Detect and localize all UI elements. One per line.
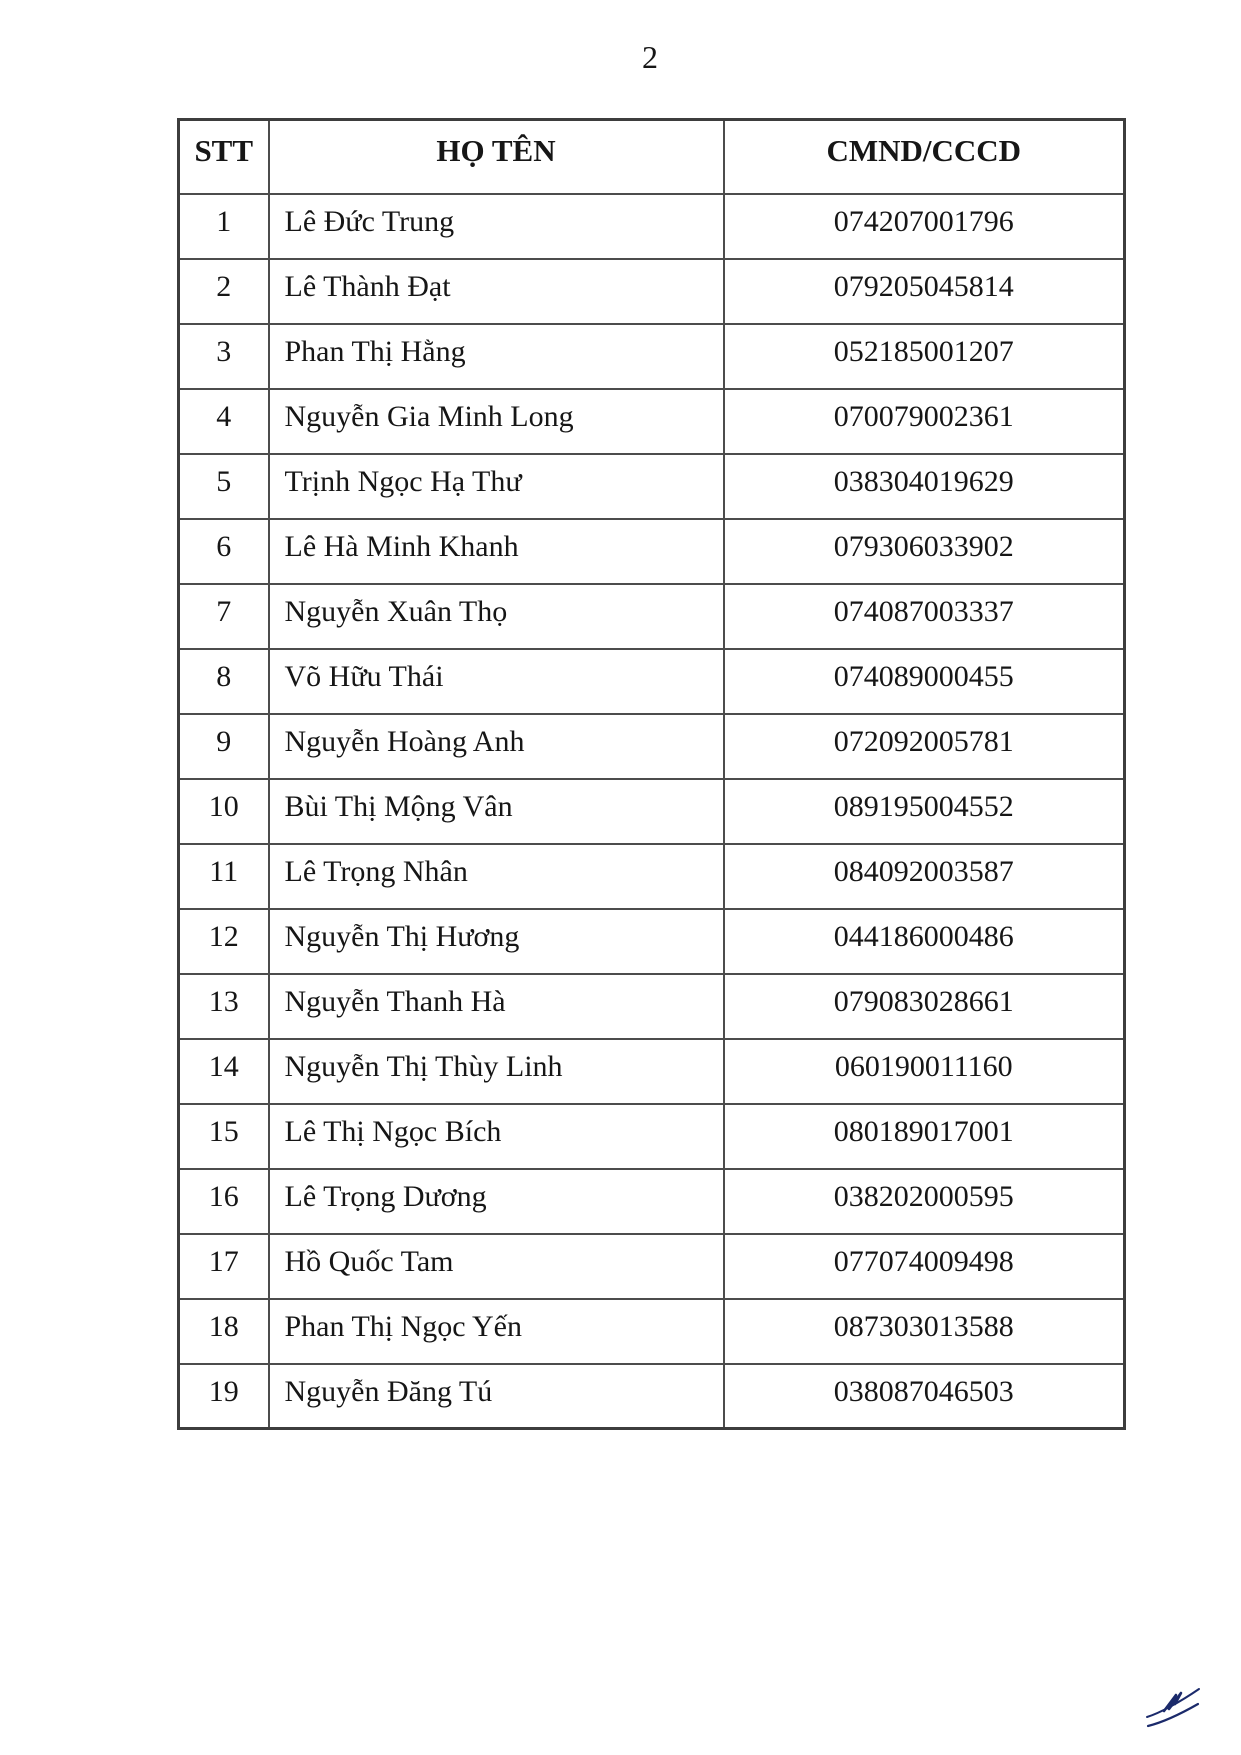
name-cell: Lê Trọng Dương bbox=[269, 1169, 724, 1234]
row-index-cell: 11 bbox=[179, 844, 269, 909]
row-index-cell: 19 bbox=[179, 1364, 269, 1429]
table-row bbox=[179, 779, 1125, 844]
name-cell: Nguyễn Gia Minh Long bbox=[269, 389, 724, 454]
name-cell: Phan Thị Hằng bbox=[269, 324, 724, 389]
row-index-cell: 17 bbox=[179, 1234, 269, 1299]
table-row bbox=[179, 649, 1125, 714]
name-cell: Lê Thị Ngọc Bích bbox=[269, 1104, 724, 1169]
table-row bbox=[179, 974, 1125, 1039]
col-header-id: CMND/CCCD bbox=[724, 120, 1125, 194]
name-cell: Hồ Quốc Tam bbox=[269, 1234, 724, 1299]
row-index-cell: 9 bbox=[179, 714, 269, 779]
row-index-cell: 4 bbox=[179, 389, 269, 454]
row-index-cell: 16 bbox=[179, 1169, 269, 1234]
id-number-cell: 072092005781 bbox=[724, 714, 1125, 779]
name-cell: Nguyễn Xuân Thọ bbox=[269, 584, 724, 649]
people-table bbox=[177, 118, 1126, 1430]
id-number-cell: 060190011160 bbox=[724, 1039, 1125, 1104]
row-index-cell: 6 bbox=[179, 519, 269, 584]
table-row bbox=[179, 389, 1125, 454]
row-index-cell: 10 bbox=[179, 779, 269, 844]
name-cell: Lê Hà Minh Khanh bbox=[269, 519, 724, 584]
table-row bbox=[179, 324, 1125, 389]
id-number-cell: 052185001207 bbox=[724, 324, 1125, 389]
id-number-cell: 074089000455 bbox=[724, 649, 1125, 714]
table-row bbox=[179, 1039, 1125, 1104]
name-cell: Lê Đức Trung bbox=[269, 194, 724, 259]
row-index-cell: 1 bbox=[179, 194, 269, 259]
table-row bbox=[179, 194, 1125, 259]
table-row bbox=[179, 1169, 1125, 1234]
table-row bbox=[179, 519, 1125, 584]
table-row bbox=[179, 714, 1125, 779]
table-row bbox=[179, 259, 1125, 324]
id-number-cell: 074207001796 bbox=[724, 194, 1125, 259]
table-header-row bbox=[179, 120, 1125, 194]
row-index-cell: 3 bbox=[179, 324, 269, 389]
row-index-cell: 15 bbox=[179, 1104, 269, 1169]
row-index-cell: 12 bbox=[179, 909, 269, 974]
col-header-stt: STT bbox=[179, 120, 269, 194]
row-index-cell: 2 bbox=[179, 259, 269, 324]
table-row bbox=[179, 1299, 1125, 1364]
table-row bbox=[179, 1234, 1125, 1299]
page-number: 2 bbox=[642, 39, 658, 75]
table-row bbox=[179, 1364, 1125, 1429]
id-number-cell: 079083028661 bbox=[724, 974, 1125, 1039]
id-number-cell: 038304019629 bbox=[724, 454, 1125, 519]
col-header-name: HỌ TÊN bbox=[269, 120, 724, 194]
name-cell: Phan Thị Ngọc Yến bbox=[269, 1299, 724, 1364]
row-index-cell: 5 bbox=[179, 454, 269, 519]
id-number-cell: 089195004552 bbox=[724, 779, 1125, 844]
id-number-cell: 038087046503 bbox=[724, 1364, 1125, 1429]
row-index-cell: 14 bbox=[179, 1039, 269, 1104]
table-row bbox=[179, 844, 1125, 909]
id-number-cell: 087303013588 bbox=[724, 1299, 1125, 1364]
id-number-cell: 070079002361 bbox=[724, 389, 1125, 454]
name-cell: Lê Trọng Nhân bbox=[269, 844, 724, 909]
row-index-cell: 7 bbox=[179, 584, 269, 649]
id-number-cell: 079306033902 bbox=[724, 519, 1125, 584]
id-number-cell: 084092003587 bbox=[724, 844, 1125, 909]
row-index-cell: 8 bbox=[179, 649, 269, 714]
name-cell: Võ Hữu Thái bbox=[269, 649, 724, 714]
table-row bbox=[179, 1104, 1125, 1169]
name-cell: Nguyễn Thanh Hà bbox=[269, 974, 724, 1039]
name-cell: Nguyễn Đăng Tú bbox=[269, 1364, 724, 1429]
table-header bbox=[179, 120, 1125, 194]
id-number-cell: 077074009498 bbox=[724, 1234, 1125, 1299]
name-cell: Nguyễn Thị Thùy Linh bbox=[269, 1039, 724, 1104]
table-row bbox=[179, 909, 1125, 974]
signature-mark-icon bbox=[1140, 1682, 1206, 1730]
name-cell: Trịnh Ngọc Hạ Thư bbox=[269, 454, 724, 519]
row-index-cell: 13 bbox=[179, 974, 269, 1039]
id-number-cell: 044186000486 bbox=[724, 909, 1125, 974]
row-index-cell: 18 bbox=[179, 1299, 269, 1364]
id-number-cell: 074087003337 bbox=[724, 584, 1125, 649]
name-cell: Nguyễn Hoàng Anh bbox=[269, 714, 724, 779]
id-number-cell: 080189017001 bbox=[724, 1104, 1125, 1169]
id-number-cell: 038202000595 bbox=[724, 1169, 1125, 1234]
table-row bbox=[179, 454, 1125, 519]
name-cell: Nguyễn Thị Hương bbox=[269, 909, 724, 974]
id-number-cell: 079205045814 bbox=[724, 259, 1125, 324]
name-cell: Lê Thành Đạt bbox=[269, 259, 724, 324]
table-row bbox=[179, 584, 1125, 649]
table-body bbox=[179, 194, 1125, 1429]
name-cell: Bùi Thị Mộng Vân bbox=[269, 779, 724, 844]
